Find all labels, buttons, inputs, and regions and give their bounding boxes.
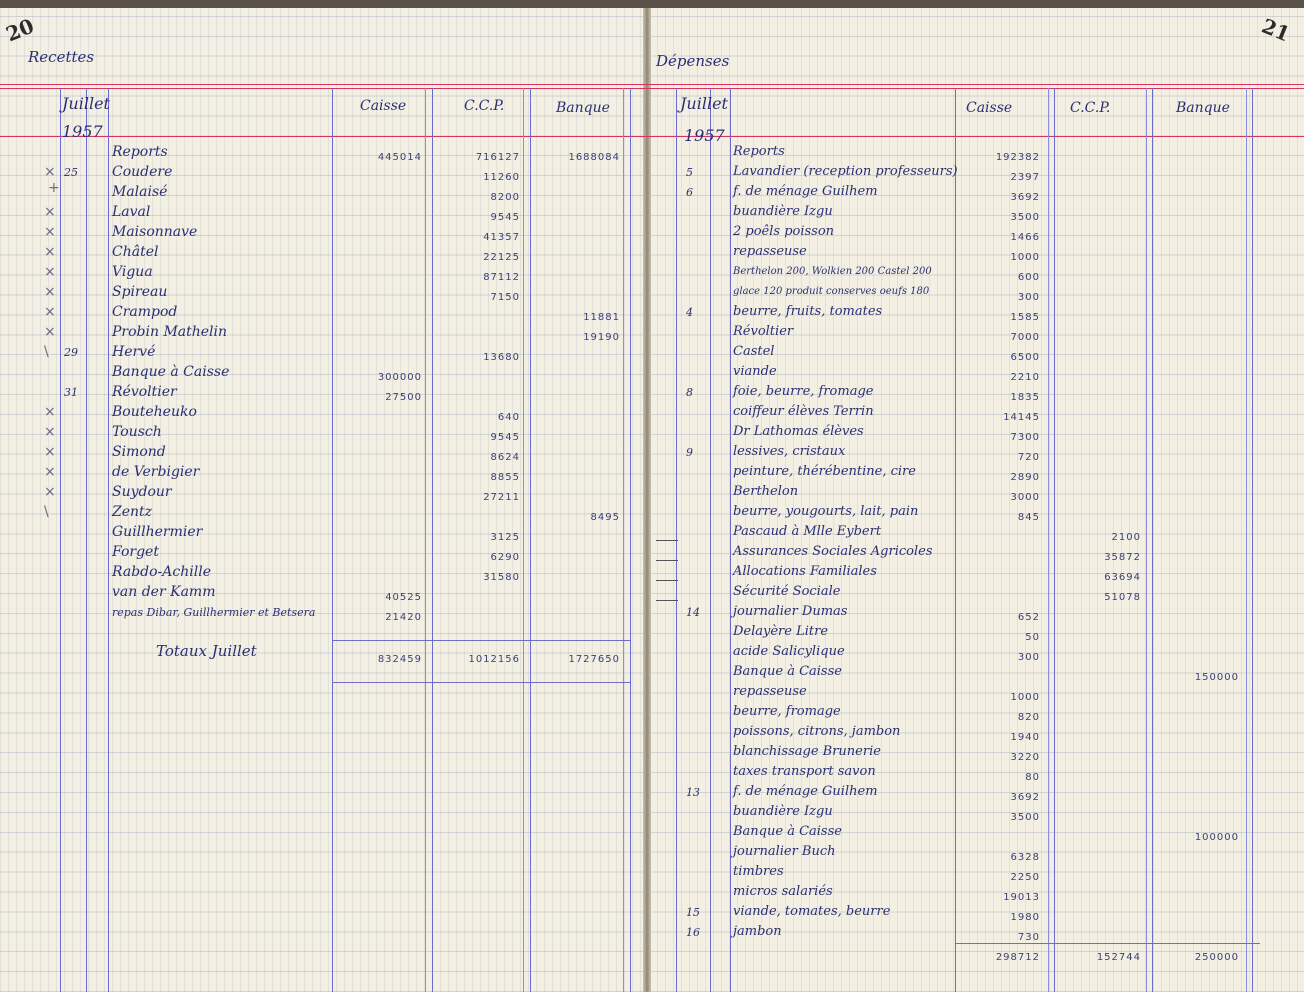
check-mark: × bbox=[44, 304, 56, 320]
caisse-value: 3500 bbox=[1010, 212, 1040, 223]
caisse-value: 2397 bbox=[1010, 172, 1040, 183]
check-mark: × bbox=[44, 264, 56, 280]
row-label: Dr Lathomas élèves bbox=[733, 424, 864, 439]
row-label: viande bbox=[733, 364, 777, 379]
row-label: repasseuse bbox=[733, 684, 807, 699]
row-label: Maisonnave bbox=[112, 224, 198, 240]
caisse-value: 3692 bbox=[1010, 792, 1040, 803]
row-label: Bouteheuko bbox=[112, 404, 197, 420]
right-header-month: Juillet bbox=[680, 94, 728, 113]
check-mark: \ bbox=[44, 504, 49, 520]
left-col-line bbox=[523, 88, 524, 992]
caisse-value: 1980 bbox=[1010, 912, 1040, 923]
row-label: Banque à Caisse bbox=[733, 824, 842, 839]
caisse-value: 3220 bbox=[1010, 752, 1040, 763]
left-col-line bbox=[425, 88, 426, 992]
caisse-value: 600 bbox=[1017, 272, 1040, 283]
caisse-value: 7000 bbox=[1010, 332, 1040, 343]
check-mark: × bbox=[44, 204, 56, 220]
dash-mark bbox=[656, 560, 678, 561]
caisse-value: 1000 bbox=[1010, 252, 1040, 263]
red-rule-header-bottom bbox=[0, 136, 1304, 137]
caisse-value: 3692 bbox=[1010, 192, 1040, 203]
day: 5 bbox=[686, 166, 693, 179]
day: 31 bbox=[64, 386, 78, 399]
left-total-rule bbox=[332, 640, 630, 641]
row-label: Forget bbox=[112, 544, 159, 560]
right-header-year: 1957 bbox=[684, 126, 725, 145]
caisse-value: 300 bbox=[1017, 652, 1040, 663]
check-mark: × bbox=[44, 484, 56, 500]
left-col-line bbox=[86, 88, 87, 992]
right-col-line bbox=[1146, 88, 1147, 992]
left-header-year: 1957 bbox=[62, 122, 103, 141]
caisse-value: 652 bbox=[1017, 612, 1040, 623]
caisse-value: 6328 bbox=[1010, 852, 1040, 863]
left-section-title: Recettes bbox=[28, 48, 95, 66]
day: 6 bbox=[686, 186, 693, 199]
row-label: Hervé bbox=[112, 344, 156, 360]
left-header-month: Juillet bbox=[62, 94, 110, 113]
row-label: Tousch bbox=[112, 424, 162, 440]
check-mark: × bbox=[44, 404, 56, 420]
right-col-line bbox=[710, 88, 711, 992]
row-label: viande, tomates, beurre bbox=[733, 904, 891, 919]
row-label: Reports bbox=[733, 144, 785, 159]
caisse-value: 21420 bbox=[385, 612, 422, 623]
row-label: Malaisé bbox=[112, 184, 168, 200]
row-label: Probin Mathelin bbox=[112, 324, 228, 340]
right-col-line bbox=[1048, 88, 1049, 992]
caisse-value: 720 bbox=[1017, 452, 1040, 463]
row-label: Vigua bbox=[112, 264, 153, 280]
row-label: Zentz bbox=[112, 504, 153, 520]
ccp-value: 2100 bbox=[1111, 532, 1141, 543]
ccp-value: 87112 bbox=[483, 272, 520, 283]
caisse-value: 820 bbox=[1017, 712, 1040, 723]
dash-mark bbox=[656, 580, 678, 581]
check-mark: × bbox=[44, 324, 56, 340]
dash-mark bbox=[656, 600, 678, 601]
row-label: Spireau bbox=[112, 284, 168, 300]
row-label: Pascaud à Mlle Eybert bbox=[733, 524, 882, 539]
row-label: taxes transport savon bbox=[733, 764, 876, 779]
ccp-value: 6290 bbox=[490, 552, 520, 563]
row-label: Lavandier (reception professeurs) bbox=[733, 164, 958, 179]
right-col-line bbox=[1054, 88, 1055, 992]
check-mark: × bbox=[44, 464, 56, 480]
row-label: timbres bbox=[733, 864, 784, 879]
dash-mark bbox=[656, 540, 678, 541]
row-label: f. de ménage Guilhem bbox=[733, 184, 878, 199]
row-label: journalier Buch bbox=[733, 844, 836, 859]
row-label: repasseuse bbox=[733, 244, 807, 259]
row-label: Berthelon 200, Wolkien 200 Castel 200 bbox=[733, 266, 932, 277]
caisse-value: 6500 bbox=[1010, 352, 1040, 363]
banque-value: 150000 bbox=[1194, 672, 1239, 683]
ccp-value: 41357 bbox=[483, 232, 520, 243]
caisse-value: 19013 bbox=[1003, 892, 1040, 903]
caisse-value: 14145 bbox=[1003, 412, 1040, 423]
caisse-value: 2210 bbox=[1010, 372, 1040, 383]
row-label: jambon bbox=[733, 924, 782, 939]
ccp-value: 3125 bbox=[490, 532, 520, 543]
right-total-ccp: 152744 bbox=[1096, 952, 1141, 963]
right-section-title: Dépenses bbox=[656, 52, 730, 70]
row-label: Simond bbox=[112, 444, 166, 460]
right-col-line bbox=[730, 88, 731, 992]
ccp-value: 9545 bbox=[490, 212, 520, 223]
ccp-value: 640 bbox=[497, 412, 520, 423]
right-total-rule bbox=[955, 943, 1260, 944]
row-label: poissons, citrons, jambon bbox=[733, 724, 901, 739]
banque-value: 19190 bbox=[583, 332, 620, 343]
ccp-value: 35872 bbox=[1104, 552, 1141, 563]
right-header-ccp: C.C.P. bbox=[1070, 100, 1111, 116]
caisse-value: 80 bbox=[1025, 772, 1040, 783]
caisse-value: 845 bbox=[1017, 512, 1040, 523]
check-mark: × bbox=[44, 444, 56, 460]
right-col-line bbox=[1246, 88, 1247, 992]
left-col-line bbox=[530, 88, 531, 992]
day: 9 bbox=[686, 446, 693, 459]
row-label: coiffeur élèves Terrin bbox=[733, 404, 874, 419]
row-label: peinture, thérébentine, cire bbox=[733, 464, 916, 479]
banque-value: 100000 bbox=[1194, 832, 1239, 843]
day: 25 bbox=[64, 166, 78, 179]
right-total-banque: 250000 bbox=[1194, 952, 1239, 963]
row-label: Berthelon bbox=[733, 484, 799, 499]
ccp-value: 7150 bbox=[490, 292, 520, 303]
banque-value: 8495 bbox=[590, 512, 620, 523]
row-label: Castel bbox=[733, 344, 775, 359]
row-label: Coudere bbox=[112, 164, 173, 180]
caisse-value: 27500 bbox=[385, 392, 422, 403]
row-label: van der Kamm bbox=[112, 584, 216, 600]
row-label: Assurances Sociales Agricoles bbox=[733, 544, 933, 559]
day: 16 bbox=[686, 926, 700, 939]
day: 4 bbox=[686, 306, 693, 319]
left-col-line bbox=[332, 88, 333, 992]
right-col-line bbox=[1152, 88, 1153, 992]
row-label: Châtel bbox=[112, 244, 159, 260]
row-label: Banque à Caisse bbox=[112, 364, 230, 380]
left-col-line bbox=[432, 88, 433, 992]
day: 13 bbox=[686, 786, 700, 799]
row-label: micros salariés bbox=[733, 884, 833, 899]
check-mark: \ bbox=[44, 344, 49, 360]
row-label: Suydour bbox=[112, 484, 172, 500]
check-mark: + bbox=[48, 180, 60, 196]
right-page-number: 21 bbox=[1258, 13, 1294, 47]
ccp-value: 63694 bbox=[1104, 572, 1141, 583]
left-total-ccp: 1012156 bbox=[468, 654, 520, 665]
row-label: Banque à Caisse bbox=[733, 664, 842, 679]
row-label: glace 120 produit conserves oeufs 180 bbox=[733, 286, 930, 297]
ccp-value: 716127 bbox=[475, 152, 520, 163]
left-totals-label: Totaux Juillet bbox=[156, 642, 257, 660]
left-col-line bbox=[630, 88, 631, 992]
row-label: Rabdo-Achille bbox=[112, 564, 211, 580]
row-label: repas Dibar, Guillhermier et Betsera bbox=[112, 606, 316, 619]
check-mark: × bbox=[44, 164, 56, 180]
check-mark: × bbox=[44, 224, 56, 240]
book-gutter bbox=[643, 8, 651, 992]
row-label: buandière Izgu bbox=[733, 204, 833, 219]
check-mark: × bbox=[44, 424, 56, 440]
right-col-line bbox=[1252, 88, 1253, 992]
ccp-value: 8855 bbox=[490, 472, 520, 483]
ccp-value: 31580 bbox=[483, 572, 520, 583]
row-label: Révoltier bbox=[733, 324, 794, 339]
ccp-value: 8624 bbox=[490, 452, 520, 463]
caisse-value: 1585 bbox=[1010, 312, 1040, 323]
row-label: de Verbigier bbox=[112, 464, 200, 480]
left-header-caisse: Caisse bbox=[360, 98, 407, 114]
row-label: f. de ménage Guilhem bbox=[733, 784, 878, 799]
ccp-value: 51078 bbox=[1104, 592, 1141, 603]
caisse-value: 50 bbox=[1025, 632, 1040, 643]
left-total-caisse: 832459 bbox=[377, 654, 422, 665]
right-col-line bbox=[955, 88, 956, 992]
ccp-value: 13680 bbox=[483, 352, 520, 363]
day: 8 bbox=[686, 386, 693, 399]
caisse-value: 1000 bbox=[1010, 692, 1040, 703]
row-label: Révoltier bbox=[112, 384, 177, 400]
red-rule-top-2 bbox=[0, 88, 1304, 89]
ccp-value: 9545 bbox=[490, 432, 520, 443]
row-label: lessives, cristaux bbox=[733, 444, 846, 459]
caisse-value: 300000 bbox=[377, 372, 422, 383]
caisse-value: 3000 bbox=[1010, 492, 1040, 503]
row-label: Sécurité Sociale bbox=[733, 584, 841, 599]
day: 14 bbox=[686, 606, 700, 619]
day: 29 bbox=[64, 346, 78, 359]
row-label: Guillhermier bbox=[112, 524, 203, 540]
caisse-value: 7300 bbox=[1010, 432, 1040, 443]
row-label: acide Salicylique bbox=[733, 644, 845, 659]
caisse-value: 2250 bbox=[1010, 872, 1040, 883]
left-col-line bbox=[60, 88, 61, 992]
left-col-line bbox=[108, 88, 109, 992]
right-header-banque: Banque bbox=[1176, 100, 1230, 116]
caisse-value: 192382 bbox=[995, 152, 1040, 163]
banque-value: 1688084 bbox=[568, 152, 620, 163]
row-label: beurre, fromage bbox=[733, 704, 841, 719]
row-label: beurre, fruits, tomates bbox=[733, 304, 883, 319]
row-label: Crampod bbox=[112, 304, 178, 320]
caisse-value: 2890 bbox=[1010, 472, 1040, 483]
left-page-number: 20 bbox=[2, 13, 38, 47]
ccp-value: 22125 bbox=[483, 252, 520, 263]
right-header-caisse: Caisse bbox=[966, 100, 1013, 116]
caisse-value: 445014 bbox=[377, 152, 422, 163]
row-label: buandière Izgu bbox=[733, 804, 833, 819]
row-label: foie, beurre, fromage bbox=[733, 384, 874, 399]
check-mark: × bbox=[44, 284, 56, 300]
check-mark: × bbox=[44, 244, 56, 260]
row-label: Allocations Familiales bbox=[733, 564, 877, 579]
left-header-banque: Banque bbox=[556, 100, 610, 116]
row-label: journalier Dumas bbox=[733, 604, 848, 619]
caisse-value: 1940 bbox=[1010, 732, 1040, 743]
caisse-value: 3500 bbox=[1010, 812, 1040, 823]
caisse-value: 730 bbox=[1017, 932, 1040, 943]
caisse-value: 1835 bbox=[1010, 392, 1040, 403]
caisse-value: 300 bbox=[1017, 292, 1040, 303]
caisse-value: 40525 bbox=[385, 592, 422, 603]
right-total-caisse: 298712 bbox=[995, 952, 1040, 963]
left-total-rule-bottom bbox=[332, 682, 630, 683]
left-col-line bbox=[623, 88, 624, 992]
ccp-value: 27211 bbox=[483, 492, 520, 503]
ccp-value: 8200 bbox=[490, 192, 520, 203]
red-rule-top bbox=[0, 84, 1304, 85]
banque-value: 11881 bbox=[583, 312, 620, 323]
row-label: Reports bbox=[112, 144, 168, 160]
day: 15 bbox=[686, 906, 700, 919]
ccp-value: 11260 bbox=[483, 172, 520, 183]
row-label: blanchissage Brunerie bbox=[733, 744, 881, 759]
left-total-banque: 1727650 bbox=[568, 654, 620, 665]
row-label: 2 poêls poisson bbox=[733, 224, 835, 239]
row-label: beurre, yougourts, lait, pain bbox=[733, 504, 919, 519]
row-label: Delayère Litre bbox=[733, 624, 829, 639]
caisse-value: 1466 bbox=[1010, 232, 1040, 243]
row-label: Laval bbox=[112, 204, 151, 220]
left-header-ccp: C.C.P. bbox=[464, 98, 505, 114]
